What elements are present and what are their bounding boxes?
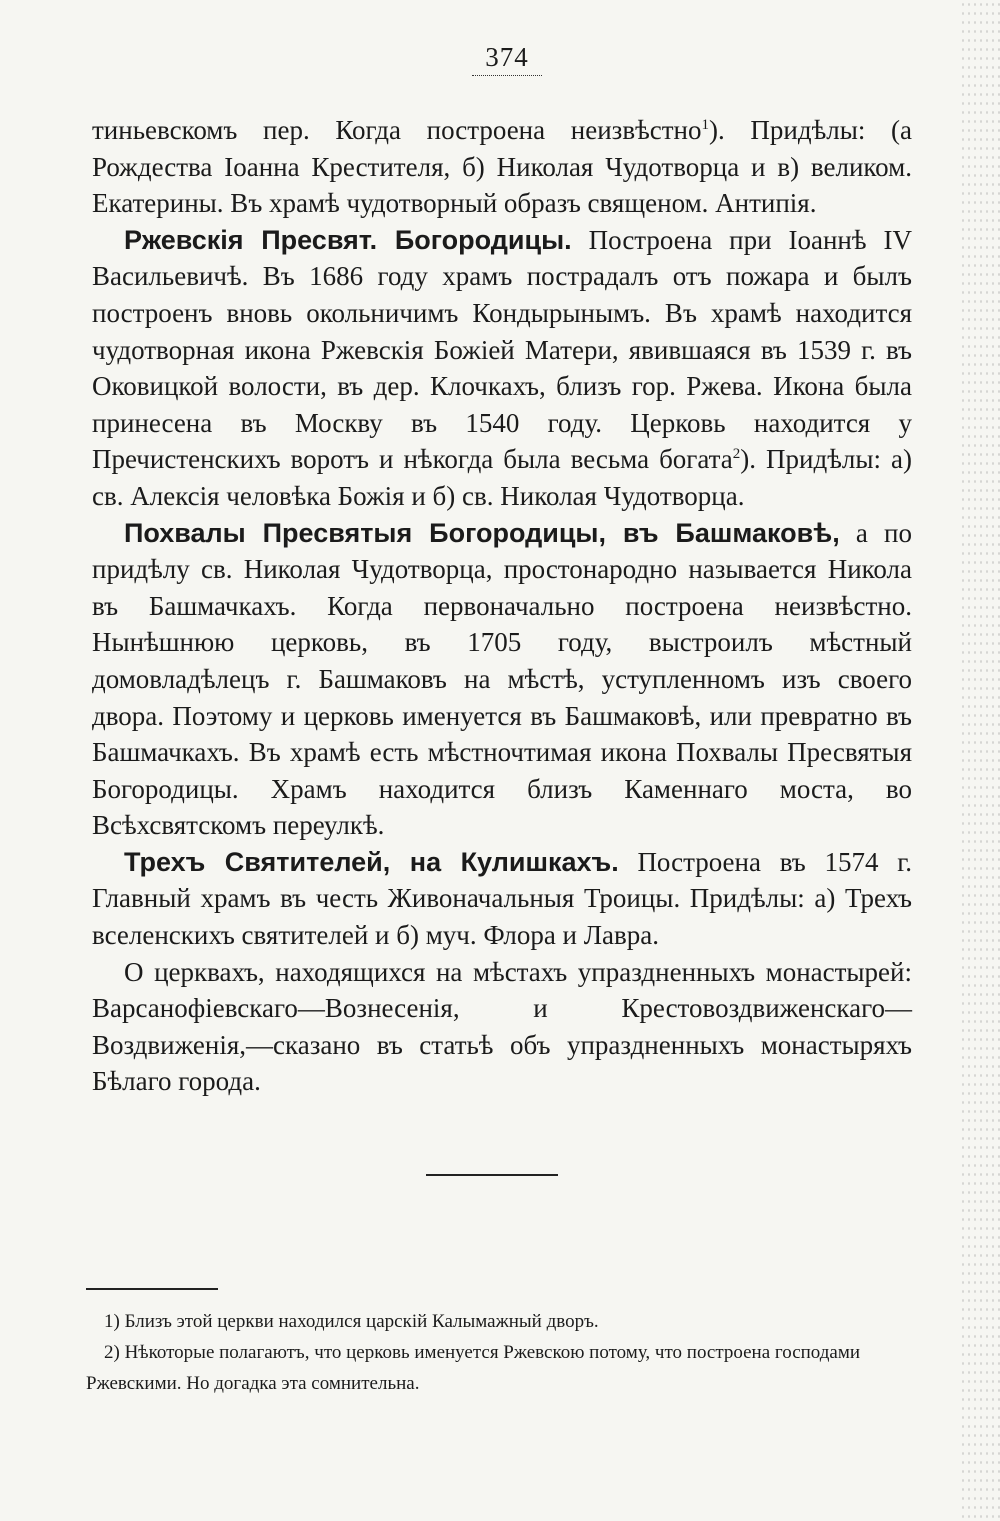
paragraph-text: а по придѣлу св. Николая Чудотворца, простонародно называется Никола въ Башмачкахъ. Когда первоначально построена неизвѣстно. Нынѣшнюю церковь, въ 1705 году, выстроилъ мѣстный домовладѣлецъ г. Башмаковъ на мѣстѣ, уступленномъ изъ своего двора. Поэтому и церковь именуется въ Башмаковѣ, или превратно въ Башмачкахъ. Въ храмѣ есть мѣстночтимая икона Похвалы Пресвятыя Богородицы. Храмъ находится близъ Каменнаго моста, во Всѣхсвятскомъ переулкѣ.: [92, 517, 912, 841]
paragraph-continuation: [92, 112, 912, 222]
scan-edge-speckle: [960, 0, 1000, 1521]
paragraph-text: Построена при Іоаннѣ IV Васильевичѣ. Въ 1686 году храмъ пострадалъ отъ пожара и былъ построенъ вновь окольничимъ Кондырынымъ. Въ храмѣ находится чудотворная икона Ржевскія Божіей Матери, явившаяся въ 1539 г. въ Оковицкой волости, въ дер. Клочкахъ, близъ гор. Ржева. Икона была принесена въ Москву въ 1540 году. Церковь находится у Пречистенскихъ воротъ и нѣкогда была весьма богата: [92, 224, 912, 475]
footnote-divider: [86, 1288, 218, 1290]
paragraph-text-tail: ). Придѣлы: а) св. Алексія человѣка Божія и б) св. Николая Чудотворца.: [92, 444, 912, 511]
section-divider: [426, 1174, 558, 1176]
footnote-2: 2) Нѣкоторые полагаютъ, что церковь именуется Ржевскою потому, что построена господами Ржевскими. Но догадка эта сомнительна.: [86, 1342, 861, 1394]
paragraph-trekh-svyatiteley: [92, 844, 912, 954]
paragraph-rzhevskaya: [92, 222, 912, 515]
paragraph-text: Построена въ 1574 г. Главный храмъ въ честь Живоначальныя Троицы. Придѣлы: а) Трехъ вселенскихъ святителей и б) муч. Флора и Лавра.: [92, 846, 912, 951]
paragraph-text-tail: ). Придѣлы: (а Рождества Іоанна Крестителя, б) Николая Чудотворца и в) великом. Екатерины. Въ храмѣ чудотворный образъ священом. Антипія.: [92, 115, 912, 219]
paragraph-text: О церквахъ, находящихся на мѣстахъ упраздненныхъ монастырей: Варсанофіевскаго—Вознесенія, и Крестовоздвиженскаго—Воздвиженія,—сказано въ статьѣ объ упраздненныхъ монастыряхъ Бѣлаго города.: [92, 956, 912, 1097]
footnotes: [86, 1306, 896, 1399]
paragraph-text: тиньевскомъ пер. Когда построена неизвѣстно: [92, 115, 702, 145]
footnote-ref-1: 1: [701, 117, 709, 133]
footnote-ref-2: 2: [732, 446, 741, 463]
page-number: 374: [472, 42, 542, 76]
paragraph-pokhvaly: [92, 515, 912, 844]
church-heading-trekh-svyatiteley: Трехъ Святителей, на Кулишкахъ.: [124, 846, 619, 877]
paragraph-closing: [92, 954, 912, 1100]
church-heading-rzhevskaya: Ржевскія Пресвят. Богородицы.: [124, 224, 572, 255]
church-heading-pokhvaly: Похвалы Пресвятыя Богородицы, въ Башмаковѣ,: [124, 517, 840, 548]
body-text: [92, 112, 912, 1100]
footnote-1: 1) Близъ этой церкви находился царскій Калымажный дворъ.: [104, 1311, 599, 1332]
